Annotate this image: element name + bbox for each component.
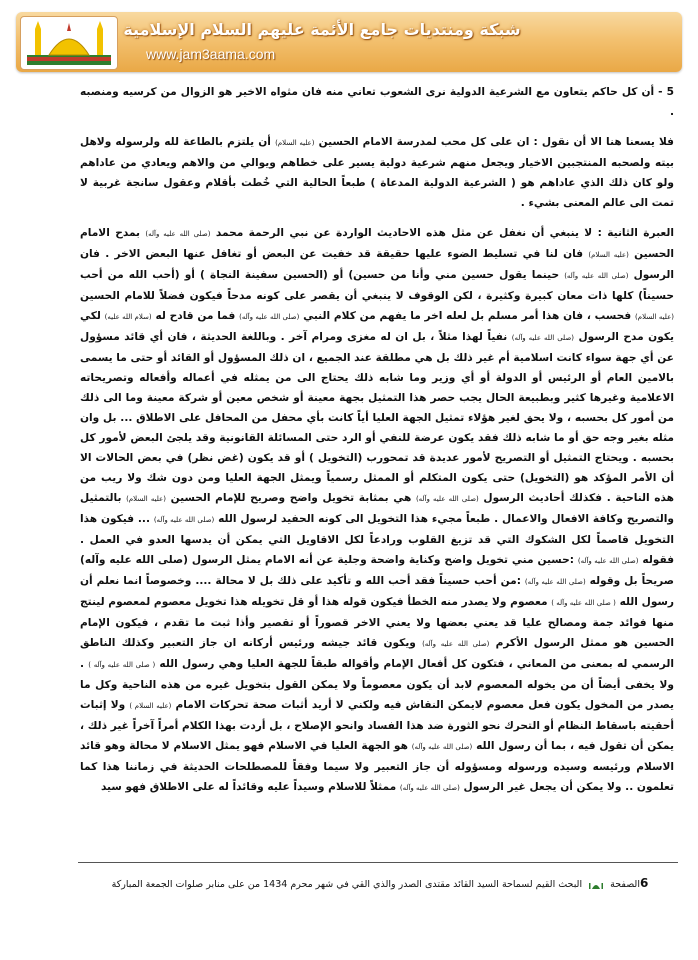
text-run: فان لنا في تسليط الضوء عليها حقيقة قد خفيت عن البعض أو تغافل عنها البعض الاخر . فان الرسول — [80, 248, 675, 281]
salutation: (صلى الله عليه وآله) — [399, 784, 460, 792]
mosque-logo-icon — [20, 16, 118, 70]
salutation: (عليه السلام) — [126, 495, 166, 503]
text-run: ولا إثبات أحقيته باسقاط النظام أو التحرك نحو الثورة ضد هذا الفساد وانحو الإصلاح ، بل أردت بهذا الكلام أمراً آخراً غير ذلك ، يمكن أن تقول فيه ، بما أن رسول الله — [80, 699, 674, 752]
text-run: معصوم ولا يصدر منه الخطأ فيكون قوله هذا أو قل تخويله هذا تخويل معصوم لمعصوم لينتج منها فوائد جمة ومصالح عليا قد يعني بعضها ولا يعني الاخر قصوراً أو تقصير وأذا ثبت ما تقدم ، فيكون الإمام الحسين هو ممثل الرسول الأكرم — [80, 596, 674, 649]
text-run: :من أحب حسيناً فقد أحب الله و تأكيد على ذلك بل لا محالة .... وخصوصاً انما نعلم أن رسول الله — [80, 575, 674, 608]
paragraph-second-lesson — [80, 223, 674, 798]
text-run: هو الجهة العليا في الاسلام فهو يمثل الاسلام لا محالة وهو قائد الاسلام ورئيسه وسيده ورسوله ومسؤوله أن جاز التعبير ولا سيما وفقاً للمصطلحات الحديثة في زماننا هذا كما تعلمون .. ولا يمكن أن يجعل غير الرسول — [80, 740, 674, 793]
salutation: (صلى الله عليه وآله) — [577, 557, 639, 565]
text-run: ممثلاً للاسلام وسيداً عليه وقائداً له على الاطلاق فهو سيد — [100, 781, 400, 793]
text-run: . ولا يخفى أيضاً أن من يخوله المعصوم لابد أن يكون معصوماً ولا يمكن القول بتخويل غيره من هذه الناحية وكل ما يصدر من المخول يكون فعل معصوم لايمكن النقاش فيه ولكني لا أريد أثبات صحة تحركات الامام — [80, 658, 674, 711]
salutation: (عليه السلام) — [635, 313, 674, 321]
footer-caption: البحث القيم لسماحة السيد القائد مقتدى الصدر والذي القي في شهر محرم 1434 من على منابر صلوات الجمعة المباركة — [111, 879, 583, 890]
salutation: (صلى الله عليه وآله) — [422, 640, 490, 648]
header-banner — [16, 12, 682, 72]
salutation: ( صلى الله عليه وآله ) — [551, 599, 616, 607]
salutation: (صلى الله عليه وآله) — [564, 272, 629, 280]
text-run: بمدح الامام الحسين — [80, 227, 674, 260]
salutation: (عليه السلام ) — [129, 702, 172, 710]
article-body — [80, 82, 674, 808]
text-run: أن يلتزم بالطاعة لله ولرسوله ولاهل بيته ولصحبه المنتجبين الاخيار ويجعل منهم شرعية دولية يسير على خطاهم ويوالي من والاهم ويعادي من عاداهم ولو كان ذلك الذي عاداهم هو ( الشرعية الدولية المدعاة ) طبعاً الحالية التي خُطت بأقلام وعقول سانجة غربية لا تمت الى عالم المعنى بشيء . — [80, 136, 674, 209]
text-run: بالتمثيل والتصريح وكافة الافعال والاعمال . طبعاً مجيء هذا التخويل الى كونه الحفيد لرسول الله — [80, 492, 674, 525]
salutation: (صلى الله عليه وآله) — [145, 230, 211, 238]
text-run: حينما يقول حسين مني وأنا من حسين) أو (الحسين سفينة النجاة ) أو (أحب الله من أحب حسيناً) كلها ذات معان كبيرة وكثيرة ، لكن الوقوف لا ينبغي أن يقصر على كونه مدحاً فيكون فضلاً للامام الحسين — [80, 269, 674, 302]
site-title: شبكة ومنتديات جامع الأئمة عليهم السلام الإسلامية — [123, 20, 521, 39]
text-run: فلا يسعنا هنا الا أن نقول : ان على كل محب لمدرسة الامام الحسين — [314, 136, 674, 148]
text-run: 5 - أن كل حاكم يتعاون مع الشرعية الدولية نرى الشعوب تعاني منه فان مثواه الاخير هو الزوال من كرسيه ومنصبه . — [80, 86, 674, 118]
salutation: (صلى الله عليه وآله) — [153, 516, 215, 524]
site-url[interactable]: www.jam3aama.com — [146, 46, 276, 62]
text-run: العبرة الثانية : لا ينبغي أن نغفل عن مثل هذه الاحاديث الواردة عن نبي الرحمة محمد — [210, 227, 674, 239]
salutation: (عليه السلام) — [275, 139, 315, 147]
salutation: ( صلى الله عليه وآله ) — [88, 661, 156, 669]
paragraph-conclusion — [80, 132, 674, 213]
footer-divider — [78, 862, 678, 863]
page-label: الصفحة — [610, 879, 640, 890]
text-run: فما من قادح له — [151, 310, 240, 322]
text-run: هي بمثابة تخويل واضح وصريح للإمام الحسين — [165, 492, 416, 504]
salutation: (صلى الله عليه وآله) — [411, 743, 473, 751]
salutation: (صلى الله عليه وآله) — [415, 495, 479, 503]
salutation: (صلى الله عليه وآله) — [511, 334, 575, 342]
text-run: فحسب ، فان هذا أمر مسلم بل لعله اخر ما يفهم من كلام النبي — [299, 310, 636, 322]
paragraph-point-5 — [80, 82, 674, 122]
page-footer — [80, 876, 680, 890]
text-run: ويكون قائد جيشه ورئيس أركانه ان جاز التعبير وكذلك الناطق الرسمي له بمعنى من المعاني ، فتكون كل أفعال الإمام وأقواله طبقاً للجهة العليا وهي رسول الله — [80, 637, 675, 670]
text-run: لكي يكون مدح الرسول — [80, 310, 674, 343]
salutation: (عليه السلام) — [588, 251, 629, 259]
text-run: :حسين مني تخويل واضح وكناية واضحة وجلية عن أنه الامام يمثل الرسول (صلى الله عليه وآله) صريحاً بل وقوله — [80, 554, 674, 587]
mosque-mini-icon — [588, 880, 604, 890]
page-number: 6 — [639, 876, 649, 890]
salutation: (صلى الله عليه وآله) — [239, 313, 300, 321]
salutation: (سلام الله عليه) — [104, 313, 152, 321]
text-run: ... فيكون هذا التخويل قاصماً لكل الشكوك التي قد تزيغ القلوب ورادعاً لكل الاقاويل التي يمكن أن يدسها العدو في العمل . فقوله — [80, 513, 675, 566]
salutation: (صلى الله عليه وآله) — [524, 578, 586, 586]
text-run: نفياً لهذا مثلاً ، بل ان له مغزى ومرام آخر . وباللغة الحديثة ، فان أي قائد مسؤول عن أي جهة سواء كانت اسلامية أم غير ذلك بل هي مطلقة عند الجميع ، ان ذلك المسؤول أو القائد أو حتى ما يسمى بالامين العام أو الرئيس أو الدولة أو أي وزير وما شابه ذلك يحتاج الى من يمثله في أعماله وأفعاله وتصريحاته الاعلامية وغيرها كثير وبطبيعة الحال يجب حصر هذا التمثيل بجهة معينة أو شخص معين أو شركة معينة وما الى ذلك من أمور كل بحسبه ، ولا يحق لغير هؤلاء تمثيل الجهة العليا أياً كانت بأي محفل من المحافل على الاطلاق ... بل وان مثله بغير وجه حق أو ما شابه ذلك فقد يكون عرضة للنفي أو الرد حتى المسائلة القانونية وقد يلجئ البعض لأمور كل بحسبه . ويحتاج التمثيل أو التصريح لأمور عديدة قد تمحورب (التخويل ) أو قد يكون (غض نظر) في بعض الحالات الا أن الأمر المؤكد هو (التخويل) حتى يكون المتكلم أو الممثل رسمياً ويمثل الجهة العليا ومن دون شك ولا ريب من هذه الناحية . فكذلك أحاديث الرسول — [80, 331, 675, 504]
